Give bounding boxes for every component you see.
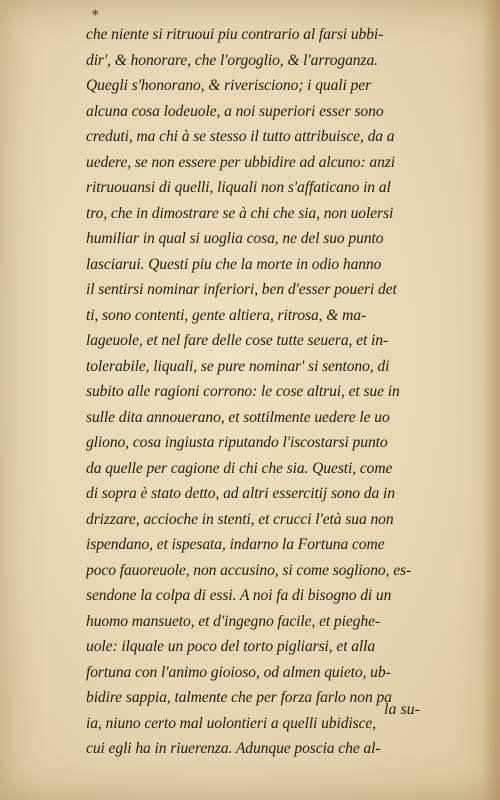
text-line: che niente si ritruoui piu contrario al farsi ubbi- [86,26,384,43]
text-line: dir', & honorare, che l'orgoglio, & l'arroganza. [86,51,378,69]
page-edge-shadow [482,0,500,800]
text-line: lageuole, et nel fare delle cose tutte seuera, et in- [86,332,388,349]
text-line: bidire sappia, talmente che per forza farlo non pa [86,689,392,706]
text-line: ia, niuno certo mal uolontieri a quelli ubidisce, [86,714,377,732]
text-line: lasciarui. Questi piu che la morte in odio hanno [86,255,382,273]
text-line: sulle dita annouerano, et sottilmente uedere le uo [86,408,390,426]
text-line: humiliar in qual si uoglia cosa, ne del suo punto [86,230,384,247]
text-line: ritruouansi di quelli, liquali non s'affaticano in al [86,179,391,196]
text-line: gliono, cosa ingiusta riputando l'iscostarsi punto [86,434,388,451]
text-line: huomo mansueto, et d'ingegno facile, et pieghe- [86,612,380,630]
text-line: di sopra è stato detto, ad altri essercitij sono da in [86,485,395,502]
text-line: tro, che in dimostrare se à chi che sia, non uolersi [86,204,394,222]
text-line: Quegli s'honorano, & riverisciono; i quali per [86,77,372,94]
text-line: ispendano, et ispesata, indarno la Fortuna come [86,536,385,553]
body-text [86,22,464,762]
text-line: sendone la colpa di essi. A noi fa di bisogno di un [86,587,392,604]
text-line: da quelle per cagione di chi che sia. Questi, come [86,459,393,477]
text-line: tolerabile, liquali, se pure nominar' si sentono, di [86,357,390,375]
text-line: drizzare, accioche in stenti, et crucci l'età sua non [86,510,394,528]
catchword: la su- [384,701,420,718]
text-line: ti, sono contenti, gente altiera, ritrosa, & ma- [86,306,367,324]
signature-mark: ⁎ [92,4,99,19]
text-line: subito alle ragioni corrono: le cose altrui, et sue in [86,383,400,400]
text-line: poco fauoreuole, non accusino, si come sogliono, es- [86,561,412,579]
text-line: alcuna cosa lodeuole, a noi superiori esser sono [86,102,384,120]
text-line: uole: ilquale un poco del torto pigliarsi, et alla [86,638,376,655]
text-line: fortuna con l'animo gioioso, od almen quieto, ub- [86,663,391,681]
text-line: uedere, se non essere per ubbidire ad alcuno: anzi [86,153,395,171]
text-line: il sentirsi nominar inferiori, ben d'esser poueri det [86,281,397,298]
text-line: cui egli ha in riuerenza. Adunque poscia che al- [86,740,381,757]
text-line: creduti, ma chi à se stesso il tutto attribuisce, da a [86,128,395,145]
